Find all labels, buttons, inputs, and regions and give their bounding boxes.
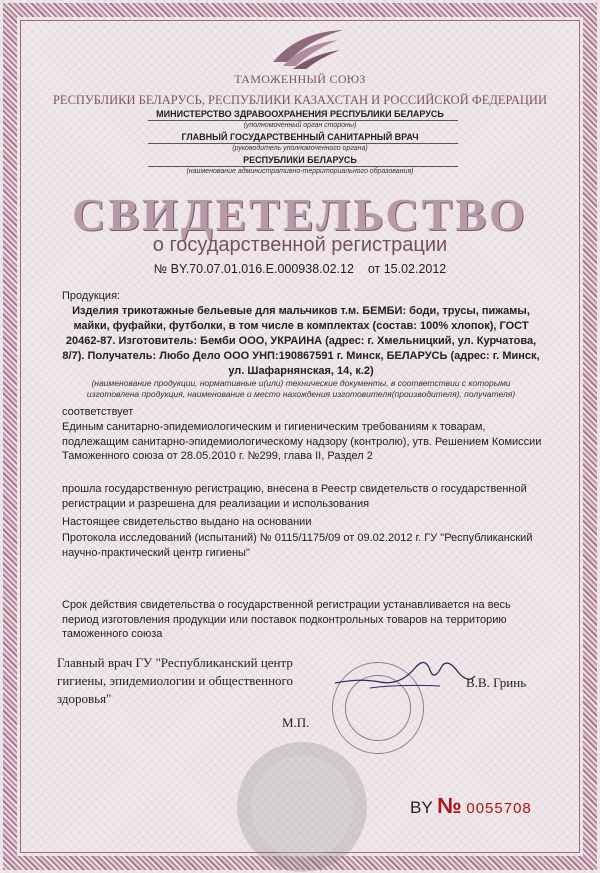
document-title: СВИДЕТЕЛЬСТВО bbox=[72, 189, 528, 240]
republic-note: (наименование административно-территориального образования) bbox=[186, 168, 414, 175]
serial-no-sign: № bbox=[437, 793, 462, 818]
product-line: 8/7). Получатель: Любо Дело ООО УНП:190867591 г. Минск, БЕЛАРУСЬ (адрес: г. Минск, bbox=[62, 350, 540, 362]
customs-union-emblem bbox=[268, 22, 348, 72]
registration-statement: прошла государственную регистрацию, внесена в Реестр свидетельств о государственной регистрации и разрешена для реализации и использования bbox=[62, 483, 527, 510]
union-title: ТАМОЖЕННЫЙ СОЮЗ bbox=[234, 72, 366, 86]
registration-number-value: № BY.70.07.01.016.Е.000938.02.12 bbox=[153, 262, 354, 276]
product-line: майки, фуфайки, футболки, в том числе в комплектах (состав: 100% хлопок), ГОСТ bbox=[73, 320, 529, 332]
serial-country: BY bbox=[410, 798, 433, 817]
conformity-label: соответствует bbox=[62, 406, 134, 418]
signatory-name: В.В. Гринь bbox=[466, 675, 527, 690]
product-line: ул. Шафарнянская, 14, к.2) bbox=[228, 365, 374, 377]
handwritten-signature bbox=[330, 648, 480, 698]
chief-title: ГЛАВНЫЙ ГОСУДАРСТВЕННЫЙ САНИТАРНЫЙ ВРАЧ bbox=[181, 132, 419, 142]
product-line: Изделия трикотажные бельевые для мальчиков т.м. БЕМБИ: боди, трусы, пижамы, bbox=[72, 305, 530, 317]
validity-text: Срок действия свидетельства о государственной регистрации устанавливается на весь период изготовления продукции или поставок подконтрольных товаров на территорию таможенного союза bbox=[62, 599, 511, 640]
security-hologram bbox=[237, 742, 367, 872]
ministry-note: (уполномоченный орган стороны) bbox=[243, 122, 357, 129]
signatory-position: Главный врач ГУ "Республиканский центр гигиены, эпидемиологии и общественного здоровья" bbox=[57, 655, 294, 706]
registration-date: от 15.02.2012 bbox=[367, 262, 447, 276]
divider bbox=[148, 166, 458, 167]
document-subtitle: о государственной регистрации bbox=[152, 234, 448, 256]
product-description bbox=[62, 304, 540, 379]
republic-name: РЕСПУБЛИКИ БЕЛАРУСЬ bbox=[243, 155, 357, 165]
product-note: (наименование продукции, нормативные и(или) технические документы, в соответствии с которыми изготовлена продукция, наименование и место нахождения изготовителя(производителя), получателя) bbox=[86, 378, 516, 399]
registration-number bbox=[0, 262, 600, 276]
chief-note: (руководитель уполномоченного органа) bbox=[232, 145, 368, 152]
divider bbox=[148, 143, 458, 144]
conformity-text: Единым санитарно-эпидемиологическим и гигиеническим требованиям к товарам, подлежащим санитарно-эпидемиологическому надзору (контролю), утв. Решением Комиссии Таможенного союза от 28.05.2010 г. №299, глава II, Раздел 2 bbox=[62, 421, 542, 462]
basis-label: Настоящее свидетельство выдано на основании bbox=[62, 516, 312, 528]
serial-number bbox=[410, 793, 532, 819]
product-label: Продукция: bbox=[62, 290, 121, 302]
ministry-name: МИНИСТЕРСТВО ЗДРАВООХРАНЕНИЯ РЕСПУБЛИКИ БЕЛАРУСЬ bbox=[156, 109, 444, 119]
product-line: 20462-87. Изготовитель: Бемби ООО, УКРАИНА (адрес: г. Хмельницкий, ул. Курчатова, bbox=[65, 335, 537, 347]
divider bbox=[148, 120, 458, 121]
union-members: РЕСПУБЛИКИ БЕЛАРУСЬ, РЕСПУБЛИКИ КАЗАХСТАН И РОССИЙСКОЙ ФЕДЕРАЦИИ bbox=[52, 93, 547, 107]
stamp-place-label: М.П. bbox=[282, 715, 310, 730]
basis-text: Протокола исследований (испытаний) № 0115/1175/09 от 09.02.2012 г. ГУ "Республиканский научно-практический центр гигиены" bbox=[62, 532, 533, 559]
serial-code: 0055708 bbox=[466, 800, 532, 817]
